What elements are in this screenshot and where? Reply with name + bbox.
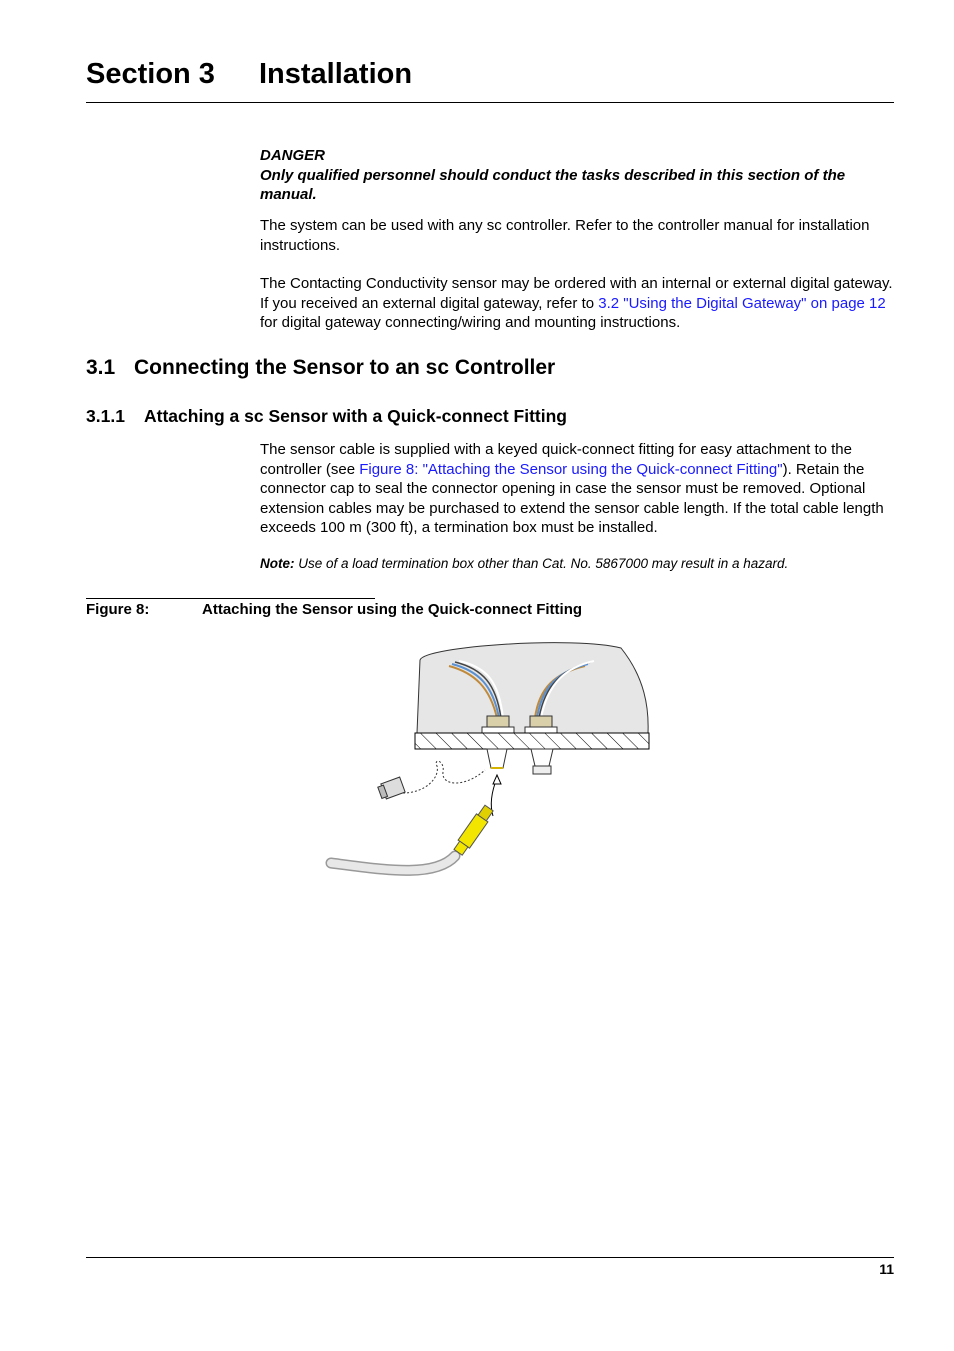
section-name: Installation	[259, 58, 413, 90]
digital-gateway-link[interactable]: 3.2 "Using the Digital Gateway" on page 12	[598, 294, 886, 312]
body-text: The sensor cable is supplied with a keyed quick-connect fitting for easy attachment to the controller (see	[260, 441, 852, 478]
note-label: Note:	[260, 556, 295, 571]
connector-nut-left	[487, 716, 509, 728]
figure-rule	[86, 598, 375, 599]
figure-caption	[86, 601, 582, 618]
figure-8-link[interactable]: Figure 8: "Attaching the Sensor using the Quick-connect Fitting"	[359, 460, 783, 478]
receptacle-right	[531, 749, 553, 766]
connector-nut-right	[530, 716, 552, 728]
subsubsection-heading	[86, 406, 567, 427]
danger-label: DANGER	[260, 147, 326, 164]
intro-paragraph-1: The system can be used with any sc controller. Refer to the controller manual for installation instructions.	[260, 217, 870, 254]
controller-wall	[415, 733, 649, 749]
subsection-heading	[86, 356, 555, 380]
figure-title: Attaching the Sensor using the Quick-connect Fitting	[202, 601, 583, 618]
danger-text: Only qualified personnel should conduct the tasks described in this section of the manual.	[260, 166, 846, 203]
connector-cap	[377, 777, 405, 800]
quick-connect-illustration	[325, 638, 655, 880]
footer-rule	[86, 1257, 894, 1258]
cap-tether	[403, 761, 485, 793]
intro-paragraph-2	[260, 274, 894, 333]
header-rule	[86, 102, 894, 103]
intro-p2-tail: for digital gateway connecting/wiring and mounting instructions.	[260, 314, 681, 331]
page-number: 11	[879, 1261, 894, 1277]
subsection-title: Connecting the Sensor to an sc Controller	[134, 356, 556, 379]
note-text: Use of a load termination box other than Cat. No. 5867000 may result in a hazard.	[294, 556, 789, 571]
figure-number: Figure 8:	[86, 601, 150, 618]
danger-notice	[260, 146, 894, 205]
section-title	[86, 58, 412, 91]
receptacle-left	[487, 749, 507, 768]
subsubsection-number: 3.1.1	[86, 406, 125, 426]
subsection-number: 3.1	[86, 356, 116, 379]
body-tail: ). Retain the connector cap to seal the connector opening in case the sensor must be removed. Optional extension cables may be purchased to extend the sensor cable length. If the total cable length exceeds 100 m (300 ft), a termination box must be installed.	[260, 460, 884, 536]
note	[260, 556, 788, 571]
section-number: Section 3	[86, 58, 215, 90]
quick-connect-fitting	[452, 804, 494, 856]
subsubsection-title: Attaching a sc Sensor with a Quick-connect Fitting	[144, 406, 567, 426]
body-paragraph	[260, 440, 894, 538]
intro-p2-text: The Contacting Conductivity sensor may be ordered with an internal or external digital gateway. If you received an external digital gateway, refer to	[260, 275, 893, 312]
